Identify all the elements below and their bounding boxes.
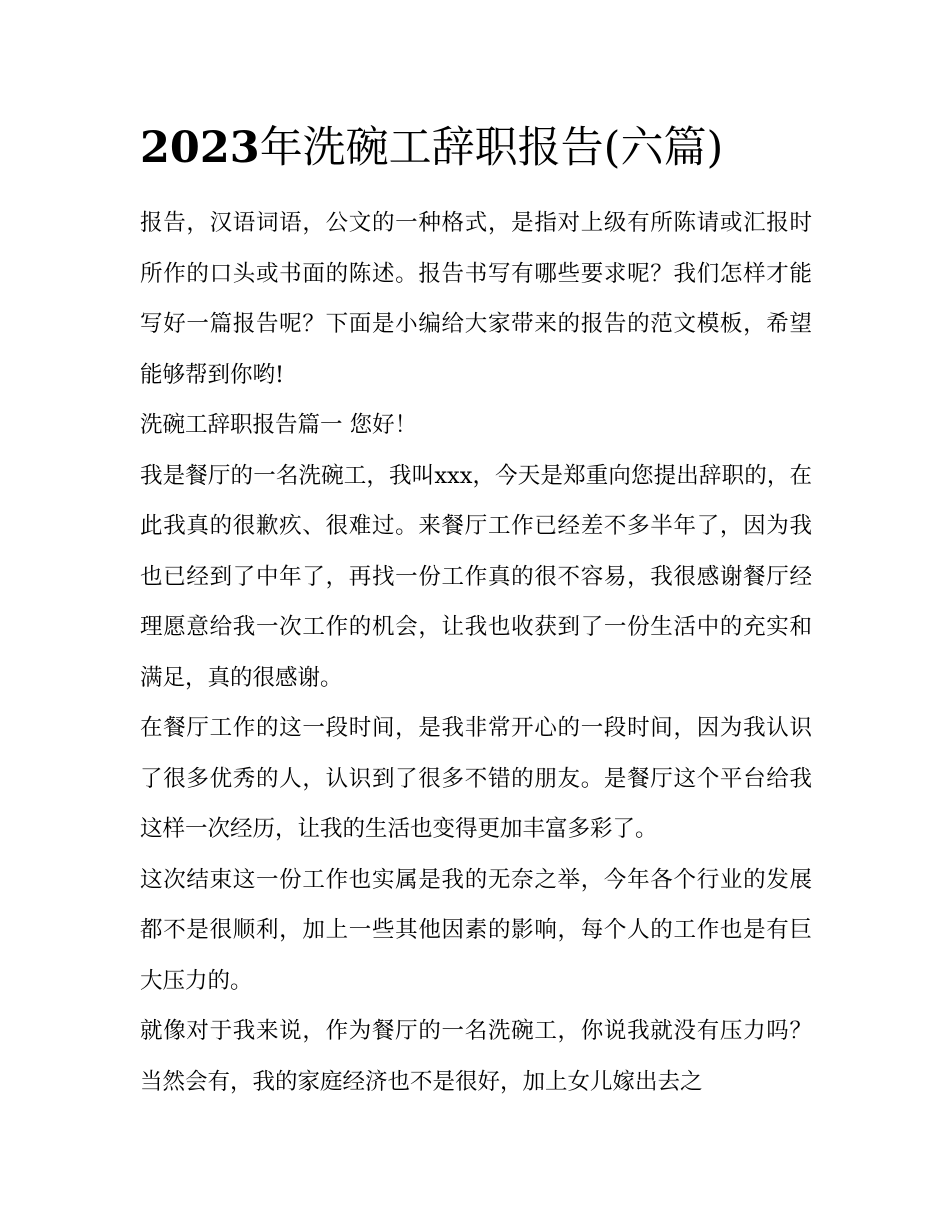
paragraph-resignation-statement: 我是餐厅的一名洗碗工，我叫xxx，今天是郑重向您提出辞职的，在此我真的很歉疚、很难过。来餐厅工作已经差不多半年了，因为我也已经到了中年了，再找一份工作真的很不容易，我很感谢餐厅经理愿意给我一次工作的机会，让我也收获到了一份生活中的充实和满足，真的很感谢。	[140, 462, 812, 691]
paragraph-pressure: 就像对于我来说，作为餐厅的一名洗碗工，你说我就没有压力吗？当然会有，我的家庭经济也不是很好，加上女儿嫁出去之	[140, 1018, 812, 1095]
document-title	[140, 118, 820, 178]
paragraph-reason: 这次结束这一份工作也实属是我的无奈之举，今年各个行业的发展都不是很顺利，加上一些其他因素的影响，每个人的工作也是有巨大压力的。	[140, 866, 812, 994]
paragraph-work-experience: 在餐厅工作的这一段时间，是我非常开心的一段时间，因为我认识了很多优秀的人，认识到了很多不错的朋友。是餐厅这个平台给我这样一次经历，让我的生活也变得更加丰富多彩了。	[140, 715, 812, 842]
paragraph-section-heading: 洗碗工辞职报告篇一 您好！	[140, 412, 418, 438]
title-text: 年洗碗工辞职报告(六篇)	[259, 123, 724, 173]
document-body	[140, 198, 812, 1107]
title-year: 2023	[140, 123, 260, 173]
paragraph-intro: 报告，汉语词语，公文的一种格式，是指对上级有所陈请或汇报时所作的口头或书面的陈述。报告书写有哪些要求呢？我们怎样才能写好一篇报告呢？下面是小编给大家带来的报告的范文模板，希望能够帮到你哟!	[140, 210, 812, 388]
